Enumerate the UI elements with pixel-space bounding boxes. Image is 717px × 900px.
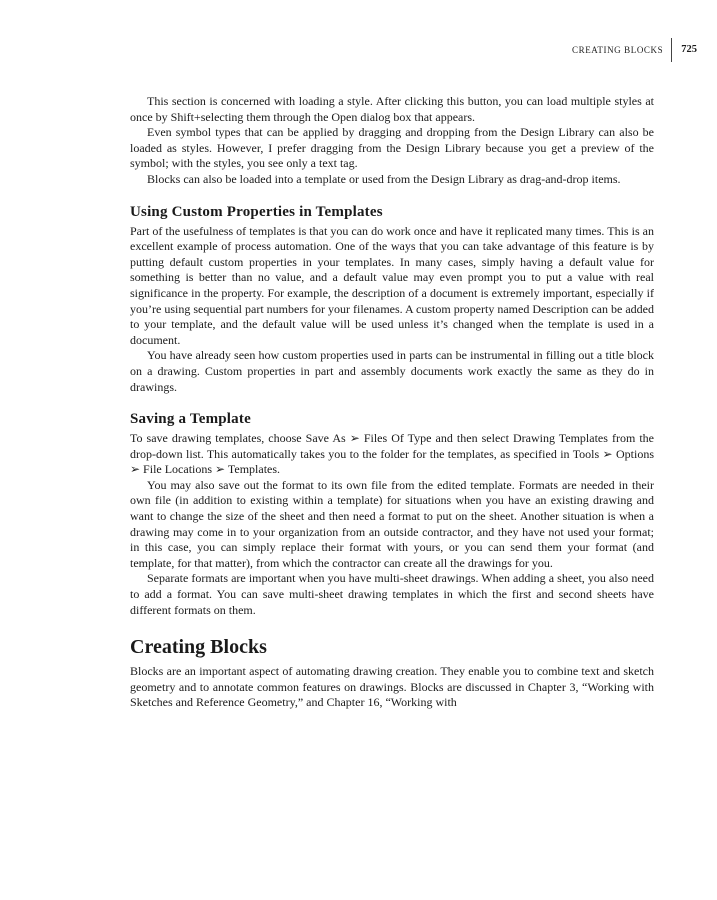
running-header xyxy=(572,38,697,62)
intro-paragraph: This section is concerned with loading a style. After clicking this button, you can load multiple styles at once by Shift+selecting them through the Open dialog box that appears. xyxy=(130,94,654,124)
saving-template-paragraph: Separate formats are important when you have multi-sheet drawings. When adding a sheet, you also need to add a format. You can save multi-sheet drawing templates in which the first and second sheets have different formats on them. xyxy=(130,571,654,617)
custom-properties-paragraph: You have already seen how custom properties used in parts can be instrumental in filling out a title block on a drawing. Custom properties in part and assembly documents work exactly the same as they do in drawings. xyxy=(130,348,654,394)
creating-blocks-paragraph: Blocks are an important aspect of automating drawing creation. They enable you to combine text and sketch geometry and to annotate common features on drawings. Blocks are discussed in Chapter 3, “Working with Sketches and Reference Geometry,” and Chapter 16, “Working with xyxy=(130,664,654,710)
section-heading-creating-blocks: Creating Blocks xyxy=(130,636,267,659)
section-heading-saving-template: Saving a Template xyxy=(130,411,251,428)
page-number: 725 xyxy=(681,44,697,55)
section-heading-custom-properties: Using Custom Properties in Templates xyxy=(130,203,383,220)
saving-template-paragraph: To save drawing templates, choose Save As ➢ Files Of Type and then select Drawing Templates from the drop-down list. This automatically takes you to the folder for the templates, as specified in Tools ➢ Options ➢ File Locations ➢ Templates. xyxy=(130,431,654,477)
page-body xyxy=(130,94,654,711)
running-title: CREATING BLOCKS xyxy=(571,45,664,55)
custom-properties-paragraph: Part of the usefulness of templates is that you can do work once and have it replicated many times. This is an excellent example of process automation. One of the ways that you can take advantage of this feature is by putting default custom properties in your templates. In many cases, simply having a default value for something is better than no value, and a default value may even prompt you to put a value with real significance in the property. For example, the description of a document is extremely important, especially if you’re using sequential part numbers for your filenames. A custom property named Description can be added to your template, and the default value will be used unless it’s changed when the template is used in a document. xyxy=(130,223,654,347)
intro-paragraph: Blocks can also be loaded into a template or used from the Design Library as drag-and-drop items. xyxy=(147,171,621,186)
intro-paragraph: Even symbol types that can be applied by dragging and dropping from the Design Library can also be loaded as styles. However, I prefer dragging from the Design Library because you get a preview of the symbol; with the styles, you see only a text tag. xyxy=(130,125,654,171)
saving-template-paragraph: You may also save out the format to its own file from the edited template. Formats are needed in their own file (in addition to existing within a template) for situations when you have an existing drawing and want to change the size of the sheet and then need a format to put on the sheet. Another situation is when a drawing may come in to your organization from an outside contractor, and they have not used your format; in this case, you can simply replace their format with yours, or you can send them your format (and template, for that matter), from which the contractor can create all the drawings for you. xyxy=(130,477,654,570)
